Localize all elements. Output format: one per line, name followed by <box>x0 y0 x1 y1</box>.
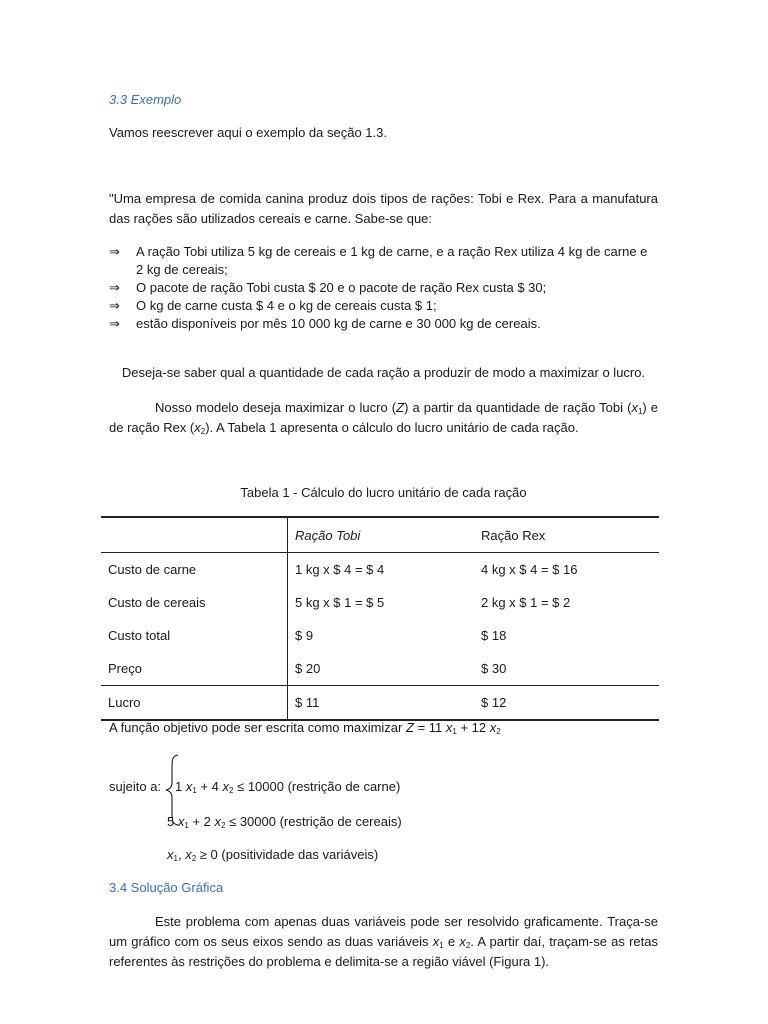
graphic-paragraph-line-3: referentes às restrições do problema e delimita-se a região viável (Figura 1). <box>109 954 550 969</box>
bullet-text: O pacote de ração Tobi custa $ 20 e o pacote de ração Rex custa $ 30; <box>136 280 547 295</box>
graphic-paragraph-line-2: um gráfico com os seus eixos sendo as duas variáveis $x_1$ e $x_2$. A partir daí, traçam-se as retas <box>109 934 658 950</box>
table-header-cell: Ração Rex <box>474 517 659 553</box>
table-row <box>101 686 659 721</box>
table-cell: Custo de carne <box>101 553 288 587</box>
right-arrow-icon: ⇒ <box>109 316 120 331</box>
constraint-cereals: 5 $x_1 + 2$ $x_2 \le 30000$ (restrição de cereais) <box>167 814 402 830</box>
objective-question: Deseja-se saber qual a quantidade de cada ração a produzir de modo a maximizar o lucro. <box>121 365 646 380</box>
right-arrow-icon: ⇒ <box>109 298 120 313</box>
table-cell: 4 kg x $ 4 = $ 16 <box>474 553 659 587</box>
table-cell: 5 kg x $ 1 = $ 5 <box>295 595 385 610</box>
bullet-item-4 <box>109 315 658 333</box>
table-cell: $ 9 <box>295 628 314 643</box>
intro-text: Vamos reescrever aqui o exemplo da seção 1.3. <box>109 125 387 140</box>
bullet-item-3 <box>109 297 658 315</box>
bullet-item-1 <box>109 243 658 279</box>
subject-to-label: sujeito a: <box>109 779 162 794</box>
quote-line-2: das rações são utilizados cereais e carne. Sabe-se que: <box>109 211 433 226</box>
constraint-meat: 1 $x_1 + 4$ $x_2 \le 10000$ (restrição de carne) <box>175 779 401 795</box>
table-cell: $ 20 <box>295 661 321 676</box>
constraint-positivity: $x_1$, $x_2 \ge 0$ (positividade das variáveis) <box>167 847 379 863</box>
right-arrow-icon: ⇒ <box>109 244 120 259</box>
table-cell: Custo total <box>101 619 288 652</box>
table-caption: Tabela 1 - Cálculo do lucro unitário de cada ração <box>240 485 527 500</box>
table-header-cell: Ração Tobi <box>288 517 475 553</box>
table-cell: $ 12 <box>474 686 659 721</box>
table-header-row <box>101 517 659 553</box>
section-title-3-4: 3.4 Solução Gráfica <box>109 880 224 895</box>
table-row <box>101 553 659 587</box>
bullet-item-2 <box>109 279 658 297</box>
graphic-paragraph-line-1: Este problema com apenas duas variáveis pode ser resolvido graficamente. Traça-se <box>155 914 658 929</box>
table-cell: 2 kg x $ 1 = $ 2 <box>481 595 571 610</box>
table-cell: $ 30 <box>481 661 507 676</box>
bullet-text: A ração Tobi utiliza 5 kg de cereais e 1 kg de carne, e a ração Rex utiliza 4 kg de carne e 2 kg de cereais; <box>136 244 648 277</box>
table-header-cell <box>101 517 288 553</box>
table-cell: $ 11 <box>288 686 475 721</box>
table-cell: 1 kg x $ 4 = $ 4 <box>288 553 475 587</box>
table-row <box>101 619 659 652</box>
section-title-3-3: 3.3 Exemplo <box>109 92 182 107</box>
model-paragraph-line-1: Nosso modelo deseja maximizar o lucro (Z) a partir da quantidade de ração Tobi $(x_1)$ e <box>155 400 659 416</box>
table-cell: $ 18 <box>481 628 507 643</box>
model-paragraph-line-2: de ração Rex $(x_2)$. A Tabela 1 apresenta o cálculo do lucro unitário de cada ração. <box>109 420 579 436</box>
objective-function: A função objetivo pode ser escrita como maximizar Z = 11 $x_1 + 12$ $x_2$ <box>109 720 501 736</box>
right-arrow-icon: ⇒ <box>109 280 120 295</box>
table-cell: Preço <box>101 652 288 686</box>
table-row <box>101 652 659 686</box>
profit-table <box>101 516 659 721</box>
table-row <box>101 586 659 619</box>
table-cell: Custo de cereais <box>101 586 288 619</box>
bullet-text: O kg de carne custa $ 4 e o kg de cereais custa $ 1; <box>136 298 437 313</box>
table-cell: Lucro <box>101 686 288 721</box>
quote-line-1: "Uma empresa de comida canina produz dois tipos de rações: Tobi e Rex. Para a manufatura <box>109 191 658 206</box>
bullet-text: estão disponíveis por mês 10 000 kg de carne e 30 000 kg de cereais. <box>136 316 541 331</box>
